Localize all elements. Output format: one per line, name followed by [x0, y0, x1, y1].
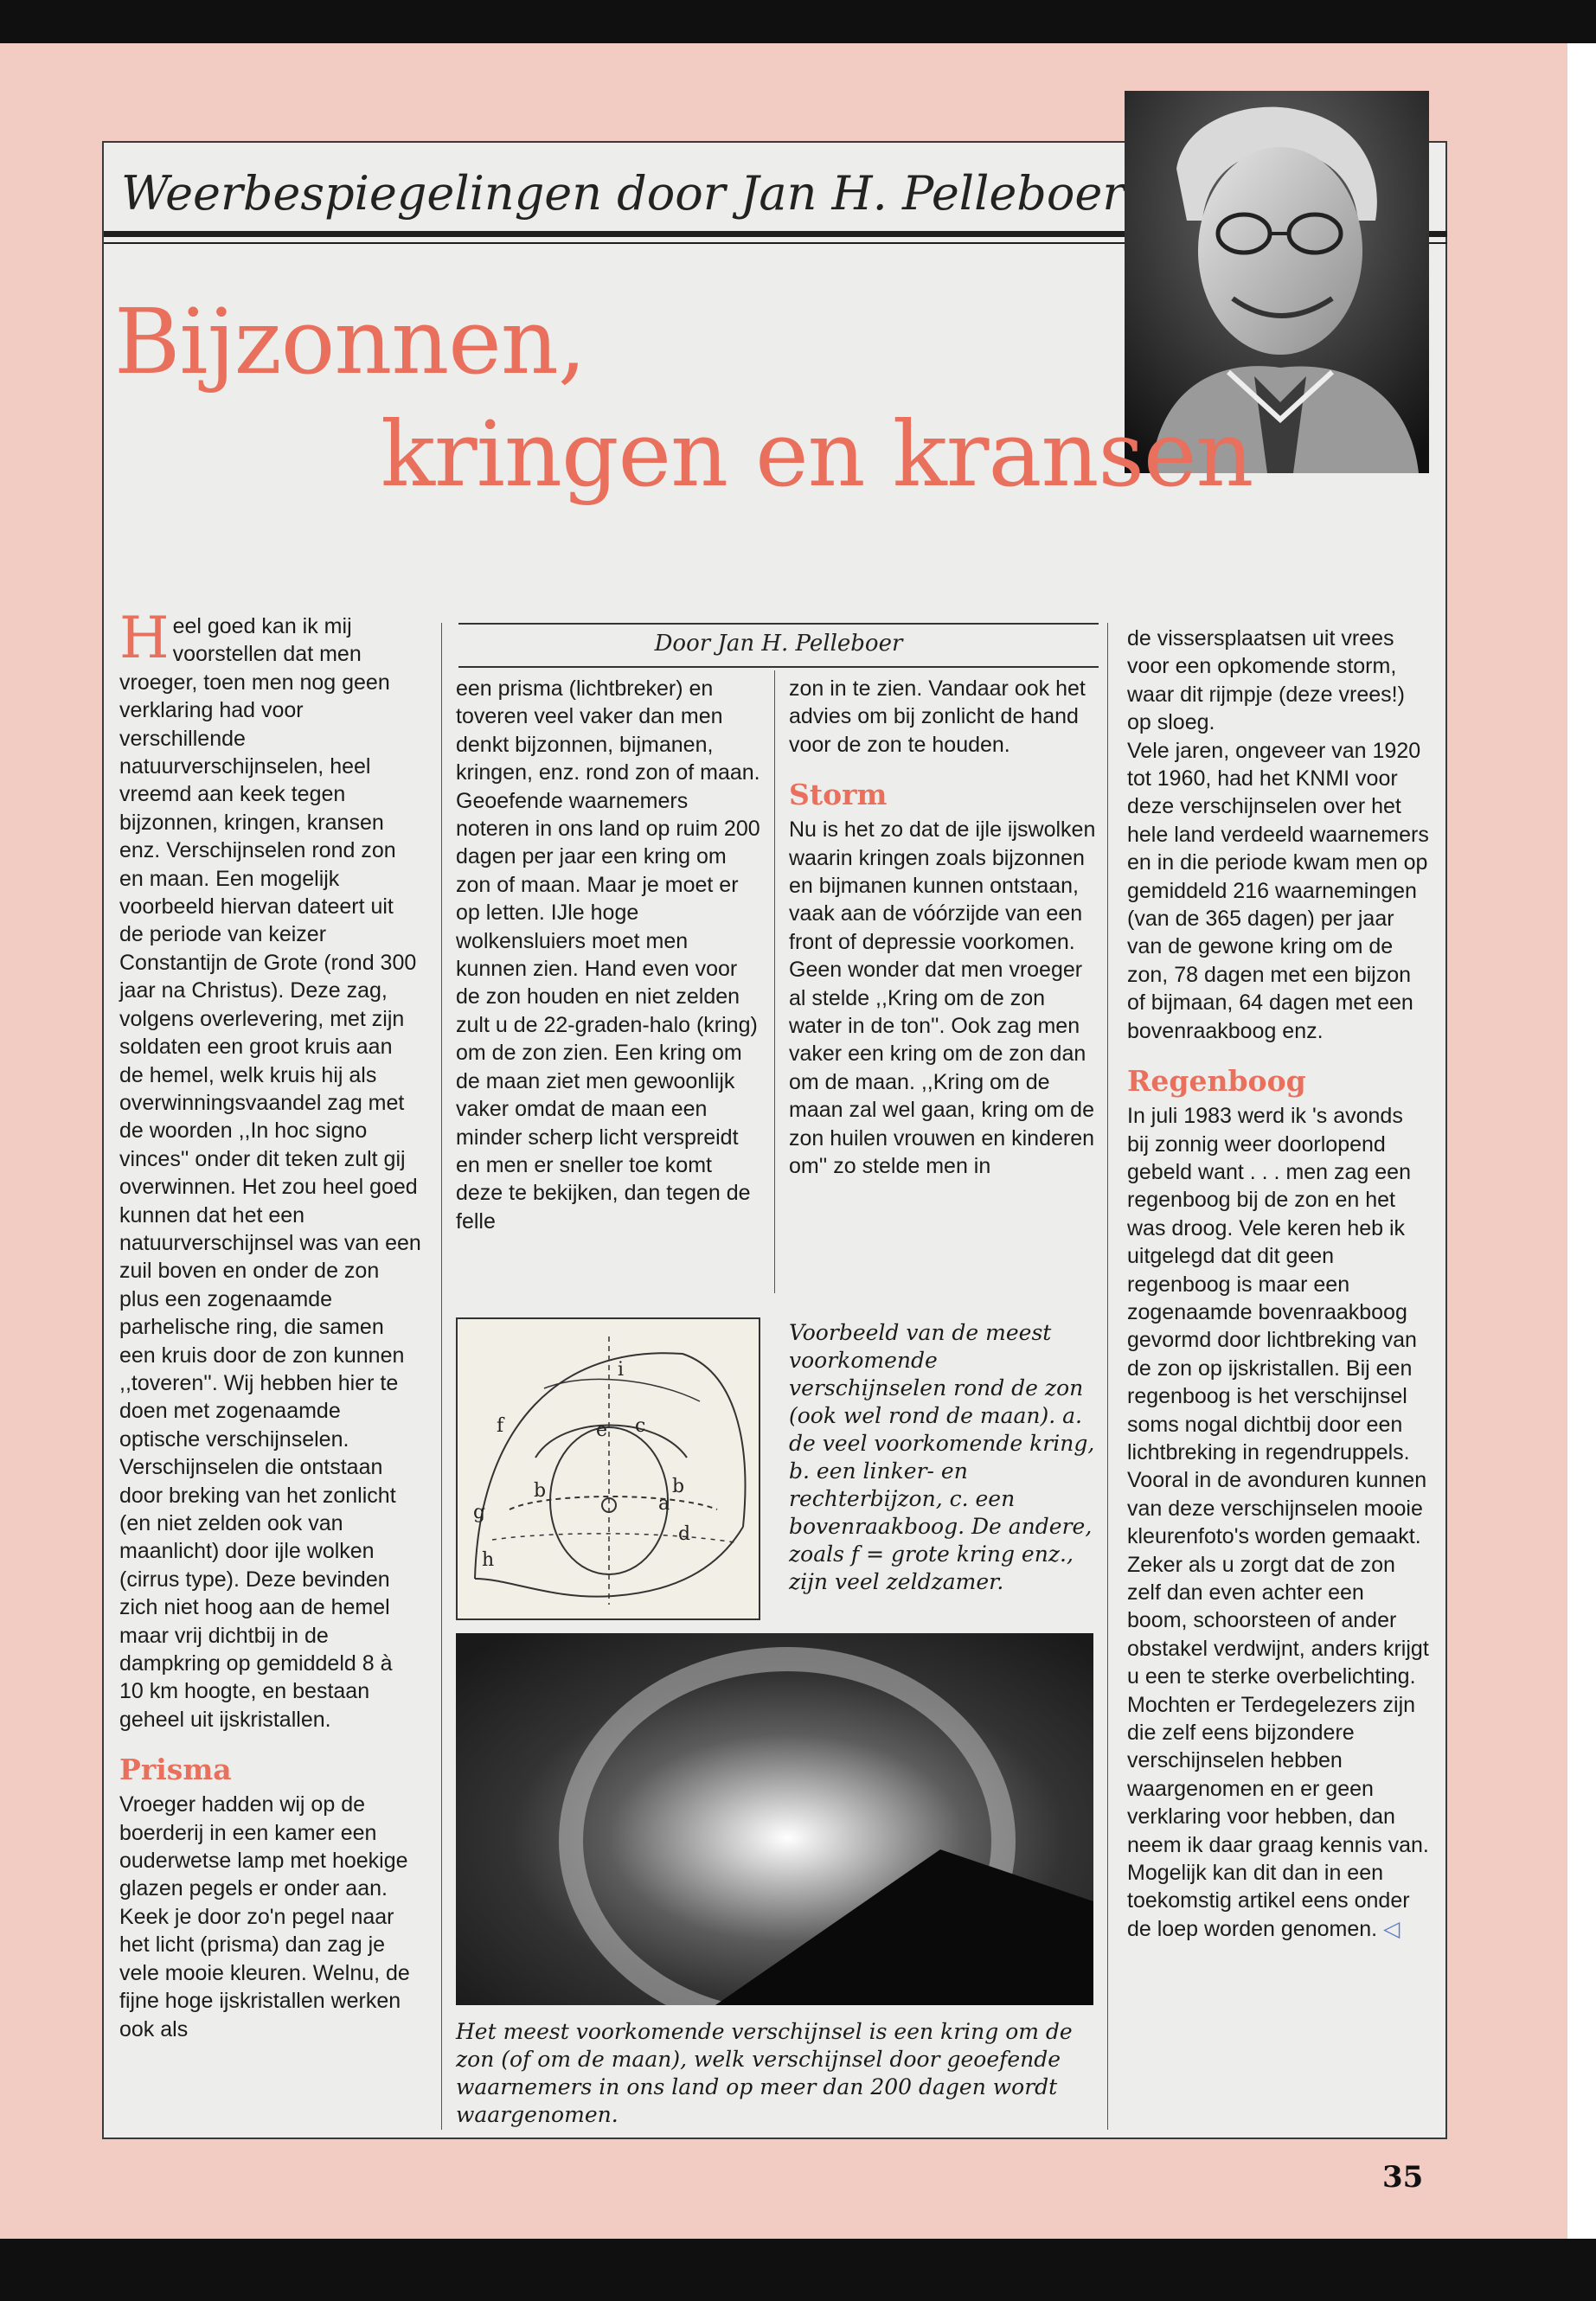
intro-text: eel goed kan ik mij voorstellen dat men vroeger, toen men nog geen verklaring had voor verschillende natuurverschijnselen, heel vreemd aan keek tegen bijzonnen, kringen, kransen enz. Verschijnselen rond zon en maan. Een mogelijk voorbeeld hiervan dateert uit de periode van keizer Constantijn de Grote (rond 300 jaar na Christus). Deze zag, volgens overlevering, met zijn soldaten een groot kruis aan de hemel, welk kruis hij als overwinningsvaandel zag met de woorden ,,In hoc signo vinces'' onder dit teken zult gij overwinnen. Het zou heel goed kunnen dat het een natuurverschijnsel was van een zuil boven en onder de zon plus een zogenaamde parhelische ring, die samen een kruis door de zon kunnen ,,toveren''. Wij hebben hier te doen met zogenaamde optische verschijnselen. Verschijnselen die ontstaan door breking van het zonlicht (en niet zelden ook van maanlicht) door ijle wolken (cirrus type). Deze bevinden zich niet hoog aan de hemel maar vrij dichtbij in de dampkring op gemiddeld 8 à 10 km hoogte, en bestaan geheel uit ijskristallen.: [119, 614, 421, 1732]
article-column-1: [119, 605, 422, 2043]
halo-photograph: [456, 1633, 1093, 2005]
article-column-2: [456, 675, 763, 1235]
subhead-regenboog: Regenboog: [1127, 1064, 1306, 1099]
col2-paragraph-1: een prisma (lichtbreker) en toveren veel vaker dan men denkt bijzonnen, bijmanen, kringen, enz. rond zon of maan.: [456, 676, 760, 785]
byline: Door Jan H. Pelleboer: [654, 631, 903, 657]
column-divider: [441, 623, 442, 2130]
end-of-article-icon: ◁: [1383, 1916, 1401, 1941]
diagram-label-g: g: [473, 1502, 486, 1523]
diagram-label-b-left: b: [534, 1480, 547, 1502]
diagram-label-f: f: [497, 1415, 504, 1437]
subhead-storm: Storm: [789, 778, 888, 812]
column-divider: [774, 670, 775, 1293]
headline-line-2: kringen en kransen: [381, 401, 1253, 507]
col4-paragraph-3-text: In juli 1983 werd ik 's avonds bij zonnig weer doorlopend gebeld want . . . men zag een regenboog bij de zon en het was droog. Vele keren heb ik uitgelegd dat dit geen regenboog is maar een zogenaamde bovenraakboog gevormd door lichtbreking van de zon op ijskristallen. Bij een regenboog is het verschijnsel soms nogal dichtbij door een lichtbreking in regendruppels. Vooral in de avonduren kunnen van deze verschijnselen mooie kleurenfoto's worden gemaakt. Zeker als u zorgt dat de zon zelf dan even achter een boom, schoorsteen of ander obstakel verdwijnt, anders krijgt u een te sterke overbelichting. Mochten er Terdegelezers zijn die zelf eens bijzondere verschijnselen hebben waargenomen en er geen verklaring voor hebben, dan neem ik daar graag kennis van. Mogelijk kan dit dan in een toekomstig artikel eens onder de loep worden genomen.: [1127, 1104, 1429, 1941]
col2-paragraph-2: Geoefende waarnemers noteren in ons land op ruim 200 dagen per jaar een kring om zon of maan. Maar je moet er op letten. IJle hoge wolkensluiers moet men kunnen zien. Hand even voor de zon houden en niet zelden zult u de 22-graden-halo (kring) om de zon zien. Een kring om de maan ziet men gewoonlijk vaker omdat de maan een minder scherp licht verspreidt en men er sneller toe komt deze te bekijken, dan tegen de felle: [456, 788, 760, 1234]
byline-rule-bottom: [458, 666, 1099, 668]
diagram-label-h: h: [482, 1549, 495, 1571]
scan-edge-bottom: [0, 2239, 1596, 2301]
col3-paragraph-2: Nu is het zo dat de ijle ijswolken waarin kringen zoals bijzonnen en bijmanen kunnen ontstaan, vaak aan de vóórzijde van een front of depressie voorkomen. Geen wonder dat men vroeger al stelde ,,Kring om de zon water in de ton''. Ook zag men vaker een kring om de zon dan om de maan. ,,Kring om de maan zal wel gaan, kring om de zon huilen vrouwen en kinderen om'' zo stelde men in: [789, 817, 1096, 1179]
col3-paragraph-1: zon in te zien. Vandaar ook het advies om bij zonlicht de hand voor de zon te houden.: [789, 676, 1086, 757]
byline-rule-top: [458, 623, 1099, 625]
headline-line-1: Bijzonnen,: [114, 289, 586, 394]
subhead-prisma: Prisma: [119, 1753, 232, 1787]
diagram-label-c: c: [635, 1415, 646, 1437]
diagram-label-e: e: [596, 1420, 608, 1441]
series-title: Weerbespiegelingen door Jan H. Pelleboer: [121, 166, 1125, 221]
article-column-4: [1127, 625, 1430, 1943]
article-column-3: [789, 675, 1096, 1181]
column-divider: [1107, 623, 1108, 2130]
col4-paragraph-3: [1127, 1102, 1430, 1943]
halo-diagram-drawing: [458, 1319, 759, 1618]
photo-caption: Het meest voorkomende verschijnsel is een kring om de zon (of om de maan), welk verschijnsel door geoefende waarnemers in ons land op meer dan 200 dagen wordt waargenomen.: [456, 2019, 1073, 2127]
intro-paragraph: [119, 605, 422, 1734]
scan-edge-top: [0, 0, 1596, 43]
drop-cap: H: [119, 605, 170, 671]
col4-paragraph-1: de vissersplaatsen uit vrees voor een opkomende storm, waar dit rijmpje (deze vrees!) op sloeg.: [1127, 626, 1405, 735]
col4-paragraph-2: Vele jaren, ongeveer van 1920 tot 1960, had het KNMI voor deze verschijnselen over het hele land verdeeld waarnemers en in die periode kwam men op gemiddeld 216 waarnemingen (van de 365 dagen) per jaar van de gewone kring om de zon, 78 dagen met een bijzon of bijmaan, 64 dagen met een bovenraakboog enz.: [1127, 738, 1429, 1043]
diagram-label-b-right: b: [672, 1476, 685, 1497]
halo-diagram: [456, 1317, 760, 1620]
diagram-label-a: a: [658, 1493, 670, 1515]
prisma-paragraph: Vroeger hadden wij op de boerderij in een kamer een ouderwetse lamp met hoekige glazen pegels er onder aan. Keek je door zo'n pegel naar het licht (prisma) dan zag je vele mooie kleuren. Welnu, de fijne hoge ijskristallen werken ook als: [119, 1792, 410, 2041]
page-number: 35: [1382, 2160, 1424, 2195]
diagram-caption: Voorbeeld van de meest voorkomende verschijnselen rond de zon (ook wel rond de maan). a. de veel voorkomende kring, b. een linker- en rechterbijzon, c. een bovenraakboog. De andere, zoals f = grote kring enz., zijn veel zeldzamer.: [789, 1320, 1095, 1594]
diagram-label-d: d: [678, 1523, 691, 1545]
diagram-label-i: i: [618, 1359, 625, 1381]
